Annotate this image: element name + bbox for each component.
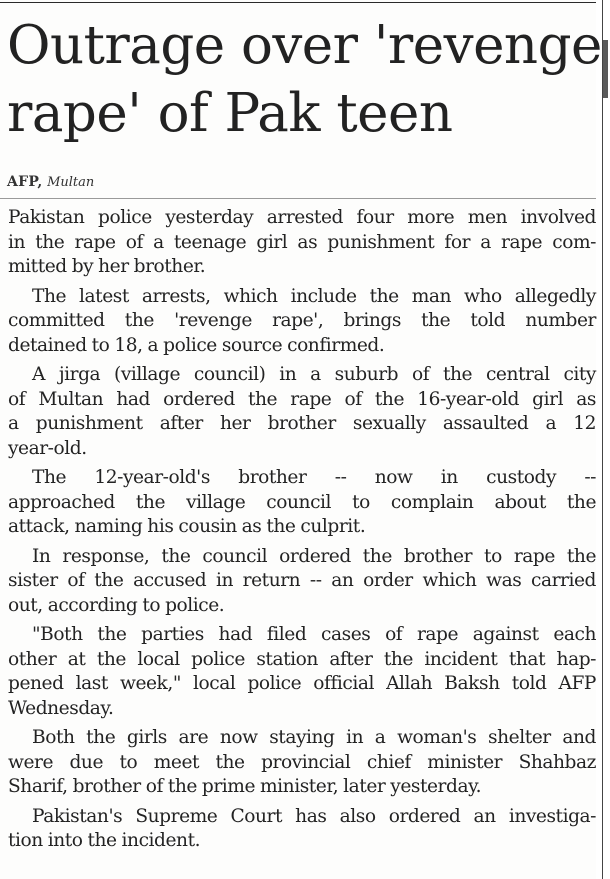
column-marker xyxy=(603,40,608,98)
paragraph-line: In response, the council ordered the brother to rape the xyxy=(32,545,596,567)
paragraph-line: out, according to police. xyxy=(8,594,225,616)
headline-line: Outrage over 'revenge xyxy=(7,15,602,76)
paragraph-line: The latest arrests, which include the man who allegedly xyxy=(32,285,596,307)
paragraph-line: year-old. xyxy=(8,437,87,459)
article-paragraph xyxy=(8,805,596,854)
article-paragraph xyxy=(8,363,596,461)
paragraph-line: The 12-year-old's brother -- now in custody -- xyxy=(32,467,596,488)
top-rule xyxy=(0,2,596,3)
paragraph-line: detained to 18, a police source confirmed. xyxy=(8,334,385,356)
article-paragraph xyxy=(8,466,596,540)
article-paragraph xyxy=(8,206,596,280)
article-paragraph xyxy=(8,726,596,800)
paragraph-line: approached the village council to complain about the xyxy=(8,491,596,513)
article-body xyxy=(8,206,596,859)
article-paragraph xyxy=(8,285,596,359)
headline-line: rape' of Pak teen xyxy=(7,83,453,144)
paragraph-line: other at the local police station after the incident that hap- xyxy=(8,648,596,670)
paragraph-line: committed the 'revenge rape', brings the told number xyxy=(8,310,596,331)
article-paragraph xyxy=(8,623,596,721)
paragraph-line: Wednesday. xyxy=(8,697,114,719)
byline-divider xyxy=(0,198,596,199)
byline-agency: AFP, xyxy=(7,174,43,190)
paragraph-line: sister of the accused in return -- an order which was carried xyxy=(8,570,596,591)
paragraph-line: mitted by her brother. xyxy=(8,256,206,277)
paragraph-line: Pakistan police yesterday arrested four more men involved xyxy=(8,207,596,228)
column-rule xyxy=(602,0,603,879)
paragraph-line: of Multan had ordered the rape of the 16-year-old girl as xyxy=(8,388,596,410)
paragraph-line: A jirga (village council) in a suburb of the central city xyxy=(32,364,596,385)
paragraph-line: Pakistan's Supreme Court has also ordered an investiga- xyxy=(32,805,596,827)
headline xyxy=(7,12,602,148)
paragraph-line: a punishment after her brother sexually assaulted a 12 xyxy=(8,413,596,434)
paragraph-line: pened last week," local police official Allah Baksh told AFP xyxy=(8,673,596,694)
byline-place: Multan xyxy=(47,175,95,190)
paragraph-line: "Both the parties had filed cases of rape against each xyxy=(32,624,596,645)
byline xyxy=(7,173,94,192)
paragraph-line: attack, naming his cousin as the culprit. xyxy=(8,516,366,537)
paragraph-line: in the rape of a teenage girl as punishment for a rape com- xyxy=(8,231,596,253)
paragraph-line: were due to meet the provincial chief minister Shahbaz xyxy=(8,751,596,773)
article-paragraph xyxy=(8,545,596,619)
paragraph-line: Sharif, brother of the prime minister, later yesterday. xyxy=(8,776,482,797)
paragraph-line: tion into the incident. xyxy=(8,830,201,851)
paragraph-line: Both the girls are now staying in a woman's shelter and xyxy=(32,727,596,748)
